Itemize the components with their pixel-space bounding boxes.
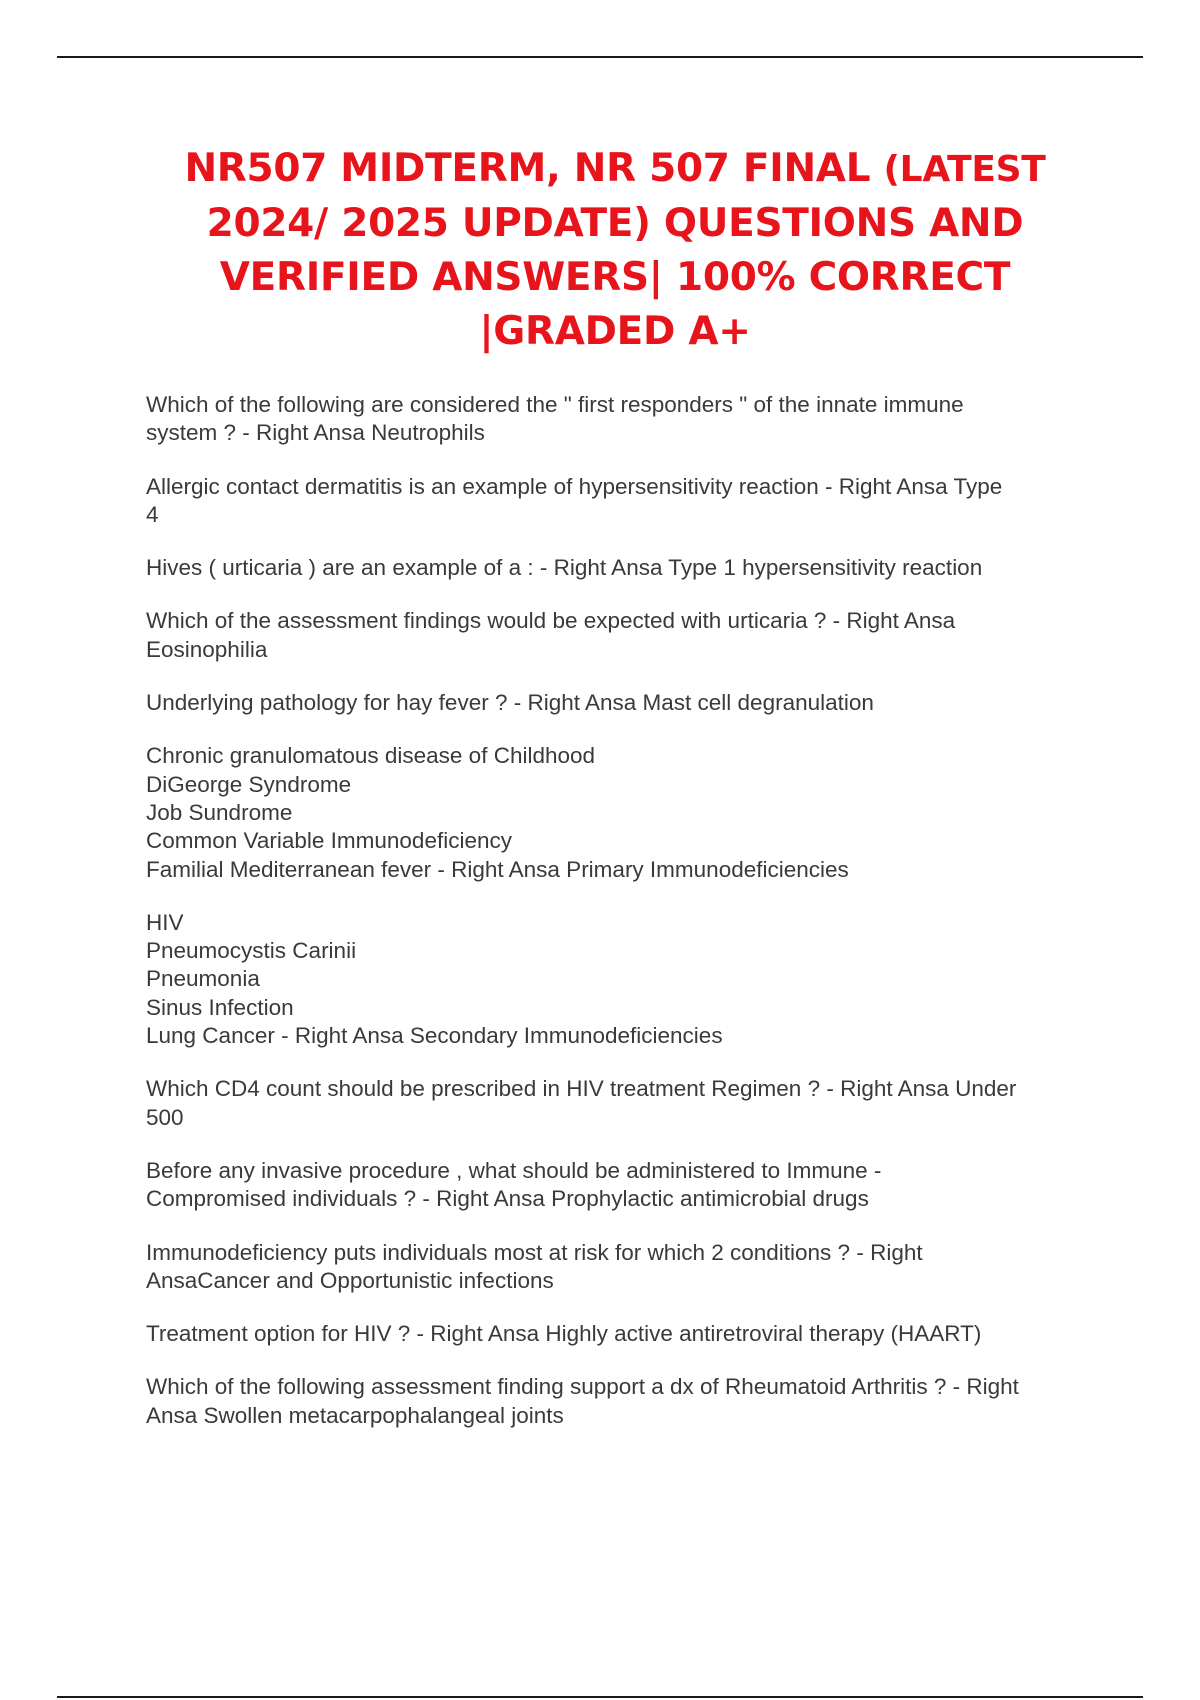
qa-list: [146, 391, 1096, 1455]
qa-item-6: Chronic granulomatous disease of Childhood DiGeorge Syndrome Job Sundrome Common Variable Immunodeficiency Familial Mediterranean fever - Right Ansa Primary Immunodeficiencies: [146, 743, 849, 882]
title-subtitle: 2024/ 2025 UPDATE) QUESTIONS AND VERIFIED ANSWERS| 100% CORRECT |GRADED A+: [206, 201, 1024, 354]
qa-item-5: Underlying pathology for hay fever ? - Right Ansa Mast cell degranulation: [146, 690, 874, 716]
qa-item-3: Hives ( urticaria ) are an example of a : - Right Ansa Type 1 hypersensitivity reaction: [146, 555, 983, 581]
qa-item-10: Immunodeficiency puts individuals most at risk for which 2 conditions ? - Right AnsaCancer and Opportunistic infections: [146, 1239, 923, 1293]
qa-item-11: Treatment option for HIV ? - Right Ansa Highly active antiretroviral therapy (HAART): [146, 1321, 982, 1347]
document-title: [120, 142, 1110, 359]
qa-item-4: Which of the assessment findings would be expected with urticaria ? - Right Ansa Eosinophilia: [146, 608, 956, 662]
qa-item-9: Before any invasive procedure , what should be administered to Immune - Compromised individuals ? - Right Ansa Prophylactic antimicrobial drugs: [146, 1157, 882, 1212]
title-latest: (LATEST: [883, 149, 1046, 190]
title-main: NR507 MIDTERM, NR 507 FINAL: [184, 146, 884, 191]
bottom-divider: [57, 1696, 1143, 1698]
qa-item-2: Allergic contact dermatitis is an example of hypersensitivity reaction - Right Ansa Type 4: [146, 473, 1003, 527]
qa-item-7: HIV Pneumocystis Carinii Pneumonia Sinus Infection Lung Cancer - Right Ansa Secondary Immunodeficiencies: [146, 909, 723, 1049]
qa-item-1: Which of the following are considered the " first responders " of the innate immune system ? - Right Ansa Neutrophils: [146, 392, 964, 446]
qa-item-12: Which of the following assessment finding support a dx of Rheumatoid Arthritis ? - Right Ansa Swollen metacarpophalangeal joints: [146, 1374, 1019, 1428]
qa-item-8: Which CD4 count should be prescribed in HIV treatment Regimen ? - Right Ansa Under 500: [146, 1076, 1017, 1130]
top-divider: [57, 56, 1143, 58]
